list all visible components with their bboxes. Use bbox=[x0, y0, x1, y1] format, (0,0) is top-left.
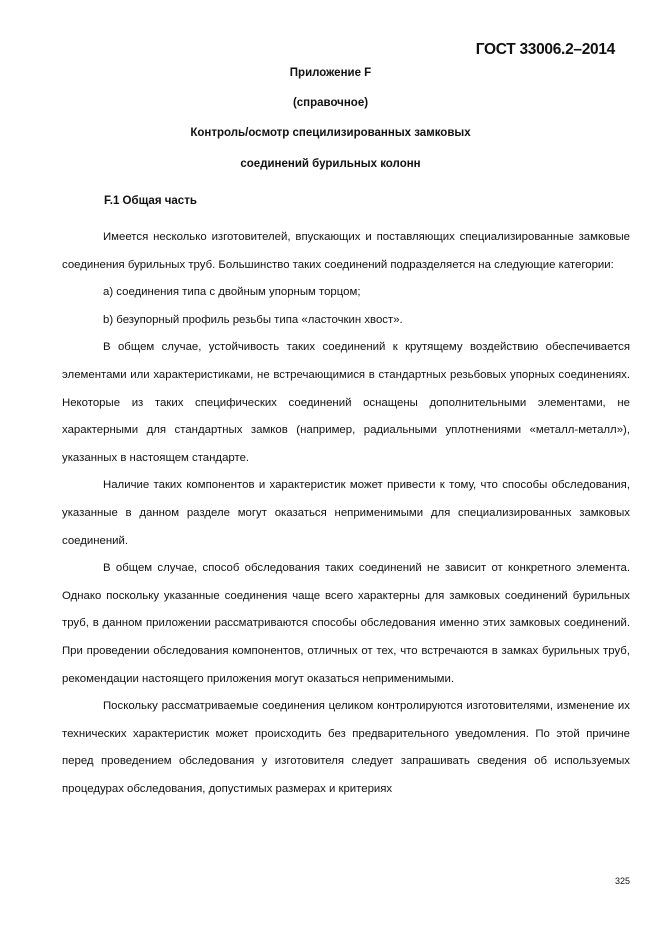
page-number: 325 bbox=[614, 876, 630, 886]
paragraph-torque: В общем случае, устойчивость таких соединений к крутящему воздействию обеспечивается элементами или характеристиками, не встречающимися в стандартных резьбовых упорных соединениях. Некоторые из таких специфических соединений оснащены дополнительными элементами, не характерными для стандартных замков (например, радиальными уплотнениями «металл-металл»), указанных в настоящем стандарте. bbox=[62, 341, 630, 464]
appendix-heading-line-1: Контроль/осмотр специлизированных замковых bbox=[190, 127, 471, 139]
paragraph-manufacturers: Поскольку рассматриваемые соединения целиком контролируются изготовителями, изменение их технических характеристик может происходить без предварительного уведомления. По этой причине перед проведением обследования у изготовителя следует запрашивать сведения об используемых процедурах обследования, допустимых размерах и критериях bbox=[62, 700, 630, 795]
list-item-a: a) соединения типа с двойным упорным торцом; bbox=[103, 286, 361, 299]
appendix-status: (справочное) bbox=[292, 97, 369, 109]
appendix-title: Приложение F bbox=[289, 67, 372, 79]
paragraph-inspection-method: В общем случае, способ обследования таких соединений не зависит от конкретного элемента. Однако поскольку указанные соединения чаще всего характерны для замковых соединений бурильных труб, в данном приложении рассматриваются способы обследования именно этих замковых соединений. При проведении обследования компонентов, отличных от тех, что встречаются в замках бурильных труб, рекомендации настоящего приложения могут оказаться неприменимыми. bbox=[62, 562, 630, 685]
list-item-b: b) безупорный профиль резьбы типа «ласточкин хвост». bbox=[103, 313, 403, 326]
section-body bbox=[62, 224, 630, 803]
appendix-heading-line-2: соединений бурильных колонн bbox=[240, 158, 421, 170]
paragraph-intro: Имеется несколько изготовителей, впускающих и поставляющих специализированные замковые соединения бурильных труб. Большинство таких соединений подразделяется на следующие категории: bbox=[62, 231, 630, 271]
paragraph-components: Наличие таких компонентов и характеристик может привести к тому, что способы обследования, указанные в данном разделе могут оказаться неприменимыми для специализированных замковых соединений. bbox=[62, 479, 630, 547]
section-heading: F.1 Общая часть bbox=[104, 195, 197, 207]
standard-code: ГОСТ 33006.2–2014 bbox=[475, 41, 615, 58]
